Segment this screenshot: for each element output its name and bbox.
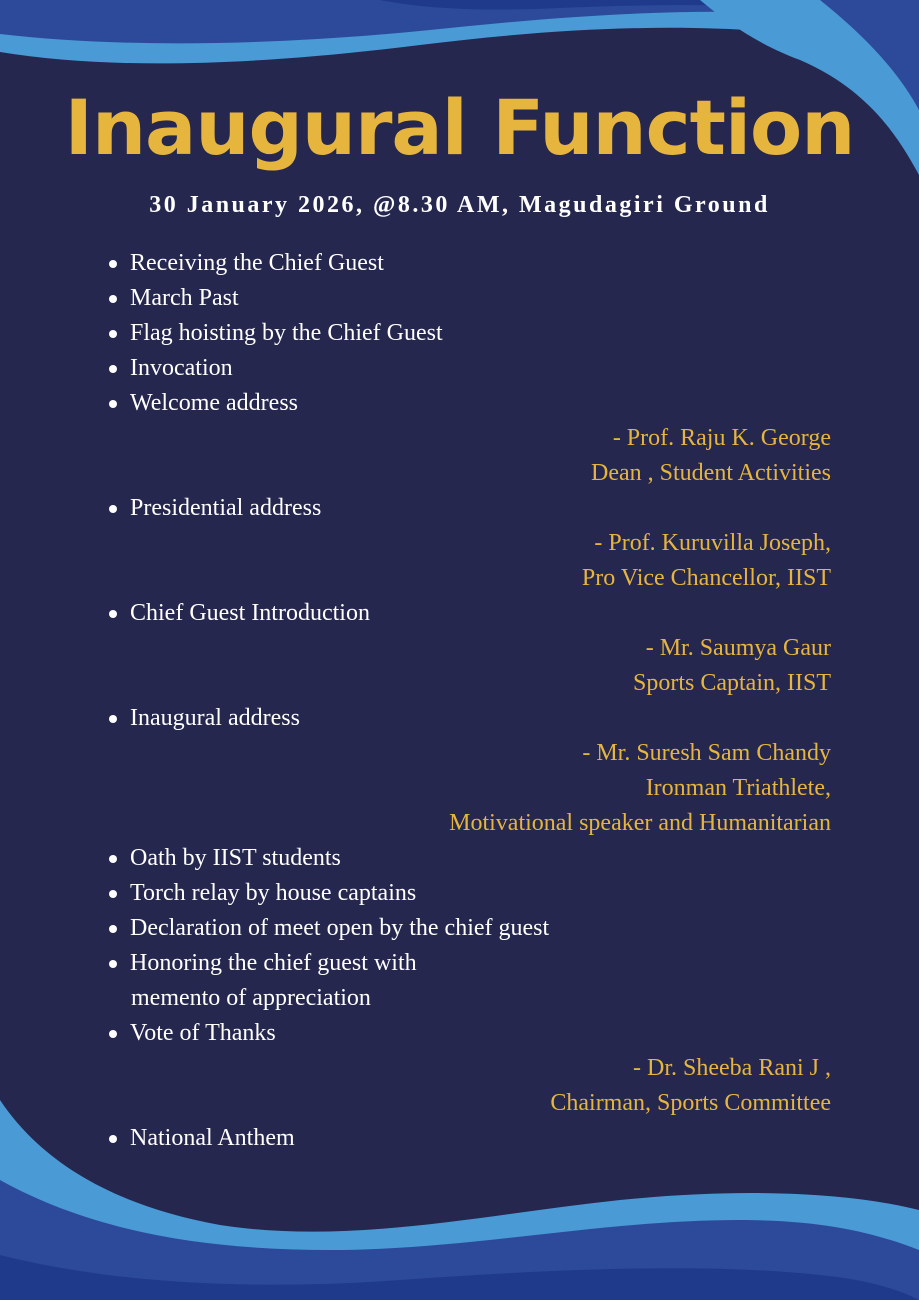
program-item — [0, 1121, 919, 1156]
bullet-icon — [109, 960, 117, 968]
bullet-icon — [109, 1030, 117, 1038]
program-item-label: Oath by IIST students — [130, 845, 341, 871]
bullet-icon — [109, 365, 117, 373]
bullet-icon — [109, 295, 117, 303]
bullet-icon — [109, 260, 117, 268]
program-item-label: Presidential address — [130, 495, 322, 521]
bullet-icon — [109, 925, 117, 933]
bullet-icon — [109, 1135, 117, 1143]
bullet-icon — [109, 715, 117, 723]
program-item-label: Honoring the chief guest with — [130, 950, 417, 976]
program-item-label: Chief Guest Introduction — [130, 600, 370, 626]
program-item-label: Invocation — [130, 355, 233, 381]
program-item — [0, 911, 919, 946]
program-item — [0, 1016, 919, 1051]
speaker-line: Dean , Student Activities — [591, 460, 831, 486]
program-item — [0, 351, 919, 386]
bullet-icon — [109, 330, 117, 338]
program-item-label: Vote of Thanks — [130, 1020, 276, 1046]
bullet-icon — [109, 610, 117, 618]
speaker-line: Motivational speaker and Humanitarian — [449, 810, 831, 836]
speaker-line: - Dr. Sheeba Rani J , — [633, 1055, 831, 1081]
program-item-label: memento of appreciation — [131, 985, 371, 1011]
bullet-icon — [109, 400, 117, 408]
program-item — [0, 246, 919, 281]
program-item-label: National Anthem — [130, 1125, 295, 1151]
program-item — [0, 491, 919, 526]
program-item — [0, 386, 919, 421]
event-date-venue: 30 January 2026, @8.30 AM, Magudagiri Ground — [149, 192, 770, 218]
program-item — [0, 701, 919, 736]
speaker-line: - Prof. Raju K. George — [612, 425, 831, 451]
program-item-continuation — [0, 981, 919, 1016]
speaker-line: Chairman, Sports Committee — [550, 1090, 831, 1116]
program-item — [0, 316, 919, 351]
bullet-icon — [109, 855, 117, 863]
program-item-label: Welcome address — [130, 390, 298, 416]
program-item — [0, 946, 919, 981]
program-item-label: March Past — [130, 285, 239, 311]
speaker-line: Ironman Triathlete, — [645, 775, 831, 801]
speaker-line: - Prof. Kuruvilla Joseph, — [594, 530, 831, 556]
speaker-line: - Mr. Suresh Sam Chandy — [582, 740, 831, 766]
program-item — [0, 876, 919, 911]
program-item-label: Torch relay by house captains — [130, 880, 417, 906]
bullet-icon — [109, 890, 117, 898]
speaker-line: Pro Vice Chancellor, IIST — [581, 565, 831, 591]
page-title: Inaugural Function — [64, 83, 855, 172]
speaker-line: - Mr. Saumya Gaur — [645, 635, 831, 661]
program-item — [0, 841, 919, 876]
program-item — [0, 281, 919, 316]
program-item-label: Flag hoisting by the Chief Guest — [130, 320, 443, 346]
bullet-icon — [109, 505, 117, 513]
speaker-line: Sports Captain, IIST — [633, 670, 831, 696]
program-item-label: Declaration of meet open by the chief guest — [130, 915, 550, 941]
program-item-label: Inaugural address — [130, 705, 300, 731]
program-schedule — [0, 246, 919, 1156]
program-item — [0, 596, 919, 631]
program-item-label: Receiving the Chief Guest — [130, 250, 384, 276]
